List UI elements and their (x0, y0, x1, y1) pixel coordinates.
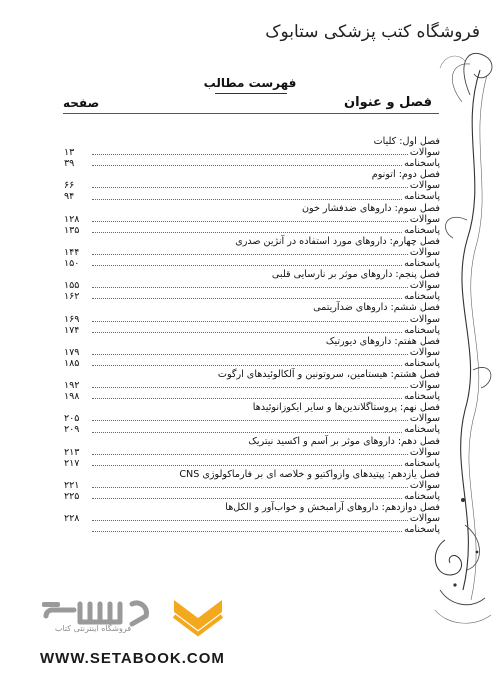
entry-label: پاسخنامه (404, 491, 440, 502)
page-number: ۲۲۱ (64, 479, 80, 491)
page-number: ۱۴۴ (64, 246, 80, 258)
page-number: ۹۴ (64, 191, 75, 203)
questions-entry (64, 447, 440, 458)
dot-leader (92, 364, 402, 366)
chapter-group (64, 469, 440, 502)
entry-label: پاسخنامه (404, 191, 440, 203)
dot-leader (92, 231, 402, 233)
site-url: WWW.SETABOOK.COM (40, 650, 225, 667)
dot-leader (92, 253, 408, 255)
page-number: ۱۵۰ (64, 258, 80, 270)
dot-leader (92, 486, 408, 488)
entry-label: پاسخنامه (404, 291, 440, 303)
dot-leader (92, 497, 402, 499)
answers-entry (64, 191, 440, 202)
page-number: ۲۱۷ (64, 457, 80, 469)
answers-entry (64, 391, 440, 402)
entry-label: سوالات (409, 280, 440, 292)
questions-entry (64, 480, 440, 491)
toc-heading-underline (215, 93, 287, 94)
dot-leader (92, 297, 402, 299)
questions-entry (64, 147, 440, 158)
entry-label: سوالات (409, 213, 440, 225)
entry-label: پاسخنامه (404, 457, 440, 469)
page-number: ۱۲۸ (64, 213, 80, 225)
questions-entry (64, 247, 440, 258)
page-number: ۳۹ (64, 158, 75, 170)
answers-entry (64, 458, 440, 469)
toc-heading: فهرست مطالب (203, 76, 297, 90)
entry-label: پاسخنامه (404, 224, 440, 236)
dot-leader (92, 186, 408, 188)
answers-entry (64, 358, 440, 369)
dot-leader (92, 453, 408, 455)
dot-leader (92, 353, 408, 355)
entry-label: پاسخنامه (404, 391, 440, 403)
page-number: ۲۱۳ (64, 446, 80, 458)
page-number: ۱۵۵ (64, 280, 80, 292)
entry-label: سوالات (409, 246, 440, 258)
questions-entry (64, 180, 440, 191)
chapter-title: فصل چهارم: داروهای مورد استفاده در آنژین صدری (235, 235, 440, 247)
dot-leader (92, 264, 402, 266)
entry-label: سوالات (409, 380, 440, 392)
chapter-title: فصل دهم: داروهای موثر بر آسم و اکسید نیتریک (248, 435, 440, 447)
dot-leader (92, 419, 408, 421)
entry-label: پاسخنامه (404, 324, 440, 336)
entry-label: سوالات (409, 313, 440, 325)
watermark-tagline: فروشگاه اینترنتی کتاب (54, 624, 132, 633)
dot-leader (92, 286, 408, 288)
entry-label: پاسخنامه (404, 158, 440, 170)
answers-entry (64, 325, 440, 336)
page-number: ۲۰۵ (64, 413, 80, 425)
entry-label: پاسخنامه (404, 357, 440, 369)
chapter-title: فصل دوازدهم: داروهای آرامبخش و خواب‌آور و الکل‌ها (225, 502, 440, 514)
entry-label: سوالات (409, 513, 440, 525)
questions-entry (64, 280, 440, 291)
chapter-group (64, 136, 440, 169)
page-number: ۱۹۸ (64, 391, 80, 403)
page-number: ۱۳۵ (64, 224, 80, 236)
chapter-group (64, 369, 440, 402)
dot-leader (92, 198, 402, 200)
page-number: ۱۷۹ (64, 346, 80, 358)
dot-leader (92, 530, 402, 532)
page-number: ۲۲۵ (64, 491, 80, 502)
page-number: ۱۹۲ (64, 380, 80, 392)
page-number: ۱۷۴ (64, 324, 80, 336)
answers-entry (64, 225, 440, 236)
chapter-title: فصل دوم: اتونوم (371, 169, 440, 181)
answers-entry (64, 258, 440, 269)
entry-label: پاسخنامه (404, 524, 440, 536)
setabook-watermark-logo (34, 596, 244, 638)
chapter-title: فصل پنجم: داروهای موثر بر نارسایی قلبی (271, 269, 440, 281)
answers-entry (64, 158, 440, 169)
entry-label: سوالات (409, 180, 440, 192)
answers-entry (64, 424, 440, 435)
page-number: ۱۶۲ (64, 291, 80, 303)
chapter-title: فصل یازدهم: پپتیدهای وازواکتیو و خلاصه ای بر فارماکولوژی CNS (179, 468, 440, 480)
chapter-group (64, 436, 440, 469)
chapter-group (64, 336, 440, 369)
table-of-contents (64, 136, 440, 535)
dot-leader (92, 153, 408, 155)
chapter-title: فصل هفتم: داروهای دیورتیک (325, 335, 440, 347)
entry-label: سوالات (409, 446, 440, 458)
page-number: ۱۸۵ (64, 357, 80, 369)
dot-leader (92, 464, 402, 466)
dot-leader (92, 220, 408, 222)
page-number: ۶۶ (64, 180, 75, 192)
chapter-group (64, 402, 440, 435)
page-number: ۲۰۹ (64, 424, 80, 436)
chapter-group (64, 203, 440, 236)
entry-label: پاسخنامه (404, 424, 440, 436)
questions-entry (64, 214, 440, 225)
entry-label: سوالات (409, 413, 440, 425)
chapter-title: فصل اول: کلیات (373, 136, 440, 147)
page-number: ۱۶۹ (64, 313, 80, 325)
dot-leader (92, 331, 402, 333)
dot-leader (92, 519, 408, 521)
chapter-group (64, 269, 440, 302)
chapter-title: فصل سوم: داروهای ضدفشار خون (301, 202, 440, 214)
chapter-title: فصل نهم: پروستاگلاندین‌ها و سایر ایکوزانوئیدها (252, 402, 440, 414)
chapter-group (64, 302, 440, 335)
title-column-header: فصل و عنوان (344, 95, 432, 110)
entry-label: سوالات (409, 147, 440, 159)
entry-label: پاسخنامه (404, 258, 440, 270)
answers-entry (64, 491, 440, 502)
page-number: ۲۲۸ (64, 513, 80, 525)
chapter-group (64, 502, 440, 535)
dot-leader (92, 164, 402, 166)
chapter-group (64, 169, 440, 202)
dot-leader (92, 386, 408, 388)
chapter-group (64, 236, 440, 269)
store-name: فروشگاه کتب پزشکی ستابوک (265, 22, 480, 42)
header-rule (63, 113, 439, 114)
questions-entry (64, 513, 440, 524)
page-column-header: صفحه (63, 96, 100, 110)
answers-entry (64, 524, 440, 535)
entry-label: سوالات (409, 346, 440, 358)
questions-entry (64, 314, 440, 325)
questions-entry (64, 380, 440, 391)
dot-leader (92, 397, 402, 399)
entry-label: سوالات (409, 479, 440, 491)
page-number: ۱۳ (64, 147, 75, 159)
chapter-title: فصل ششم: داروهای ضدآریتمی (313, 302, 440, 314)
questions-entry (64, 413, 440, 424)
dot-leader (92, 431, 402, 433)
dot-leader (92, 320, 408, 322)
questions-entry (64, 347, 440, 358)
answers-entry (64, 291, 440, 302)
chapter-title: فصل هشتم: هیستامین، سروتونین و آلکالوئیدهای ارگوت (217, 368, 440, 380)
